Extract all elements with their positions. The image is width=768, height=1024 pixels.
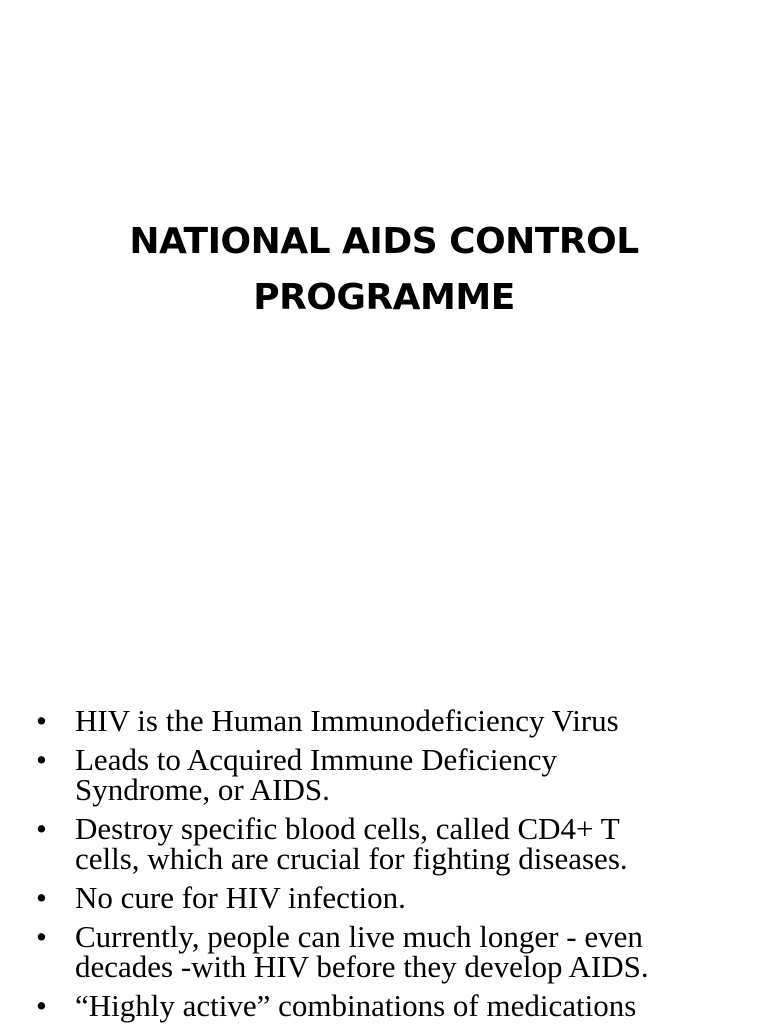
slide-title-line: NATIONAL AIDS CONTROL	[129, 221, 639, 263]
bullet-item	[36, 703, 756, 738]
bullet-marker: •	[36, 811, 47, 846]
bullet-text: Syndrome, or AIDS.	[75, 772, 330, 807]
bullet-text: cells, which are crucial for fighting diseases.	[75, 841, 628, 876]
bullet-text: HIV is the Human Immunodeficiency Virus	[75, 703, 619, 738]
bullet-list	[36, 703, 756, 1024]
bullet-text: “Highly active” combinations of medications	[75, 988, 637, 1023]
bullet-text: Leads to Acquired Immune Deficiency	[75, 742, 558, 777]
bullet-item	[36, 880, 756, 915]
slide-title	[0, 214, 768, 326]
slide-title-line: PROGRAMME	[253, 277, 515, 319]
bullet-text: No cure for HIV infection.	[75, 880, 406, 915]
bullet-text: decades -with HIV before they develop AIDS.	[75, 949, 649, 984]
bullet-item	[36, 919, 756, 984]
bullet-marker: •	[36, 742, 47, 777]
bullet-marker: •	[36, 919, 47, 954]
bullet-marker: •	[36, 988, 47, 1023]
bullet-item	[36, 811, 756, 876]
bullet-text: Currently, people can live much longer - even	[75, 919, 643, 954]
bullet-marker: •	[36, 880, 47, 915]
bullet-marker: •	[36, 703, 47, 738]
bullet-item	[36, 742, 756, 807]
bullet-item	[36, 988, 756, 1023]
bullet-text: Destroy specific blood cells, called CD4+ T	[75, 811, 620, 846]
